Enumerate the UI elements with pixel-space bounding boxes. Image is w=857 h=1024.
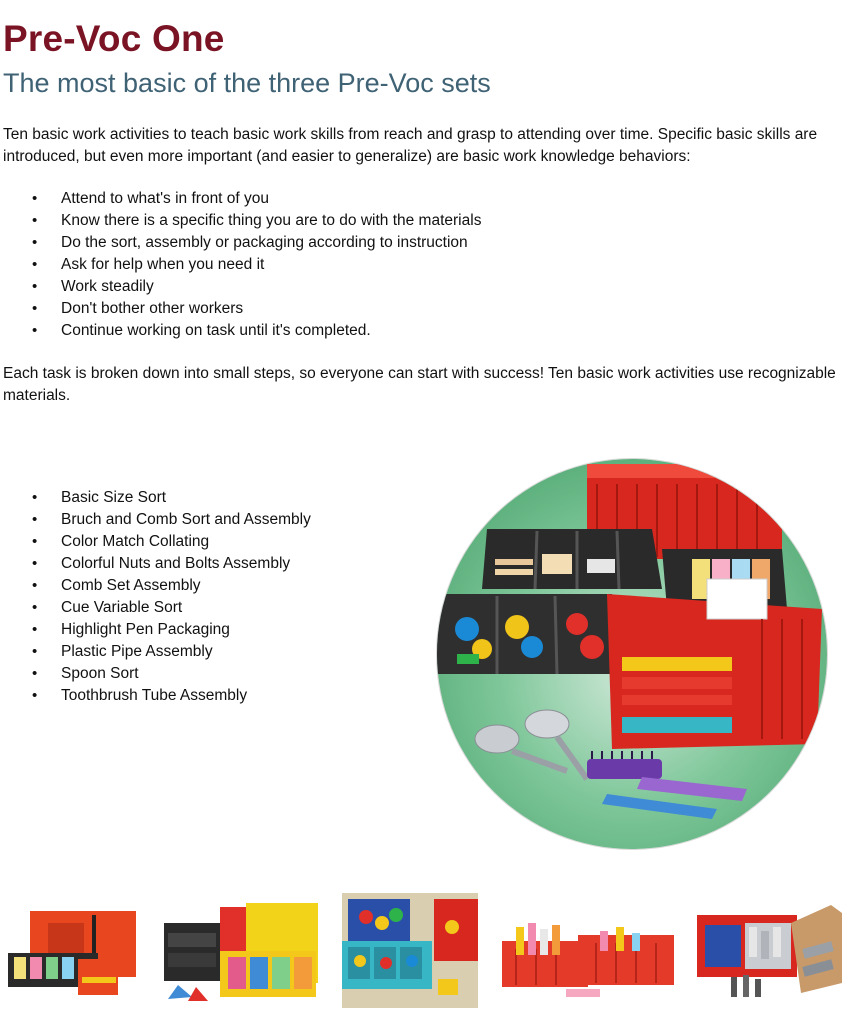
list-item: • Cue Variable Sort xyxy=(0,597,311,619)
product-photo-circle xyxy=(437,459,827,849)
page-subtitle: The most basic of the three Pre-Voc sets xyxy=(3,68,491,98)
list-item: • Highlight Pen Packaging xyxy=(0,619,311,641)
list-item: • Ask for help when you need it xyxy=(0,254,481,276)
brush-and-combs xyxy=(587,751,747,819)
list-item: • Plastic Pipe Assembly xyxy=(0,641,311,663)
list-item: • Comb Set Assembly xyxy=(0,575,311,597)
black-tray-left xyxy=(437,594,617,674)
list-item: • Toothbrush Tube Assembly xyxy=(0,685,311,707)
list-item: • Work steadily xyxy=(0,276,481,298)
list-item: • Attend to what's in front of you xyxy=(0,188,481,210)
list-item: • Know there is a specific thing you are to do with the materials xyxy=(0,210,481,232)
list-item: • Do the sort, assembly or packaging according to instruction xyxy=(0,232,481,254)
list-item: • Basic Size Sort xyxy=(0,487,311,509)
thumbnail-photo xyxy=(8,893,140,1008)
red-bin-right xyxy=(607,579,822,749)
behaviors-list xyxy=(0,188,481,342)
list-item: • Bruch and Comb Sort and Assembly xyxy=(0,509,311,531)
list-item: • Continue working on task until it's completed. xyxy=(0,320,481,342)
black-tray-top xyxy=(482,529,662,589)
thumbnail-photo xyxy=(691,893,842,1008)
list-item: • Spoon Sort xyxy=(0,663,311,685)
thumbnail-photo xyxy=(158,893,328,1008)
list-item: • Color Match Collating xyxy=(0,531,311,553)
thumbnail-photo xyxy=(496,893,678,1008)
thumbnail-photo xyxy=(342,893,478,1008)
summary-paragraph: Each task is broken down into small steps, so everyone can start with success! Ten basic work activities use recognizable materials. xyxy=(3,365,836,404)
spoons xyxy=(475,710,587,779)
list-item: • Don't bother other workers xyxy=(0,298,481,320)
activities-list xyxy=(0,487,311,707)
list-item: • Colorful Nuts and Bolts Assembly xyxy=(0,553,311,575)
intro-paragraph: Ten basic work activities to teach basic work skills from reach and grasp to attending over time. Specific basic skills are introduced, but even more important (and easier to generalize) are basic work knowledge behaviors: xyxy=(3,126,818,165)
page-title: Pre-Voc One xyxy=(3,18,225,59)
